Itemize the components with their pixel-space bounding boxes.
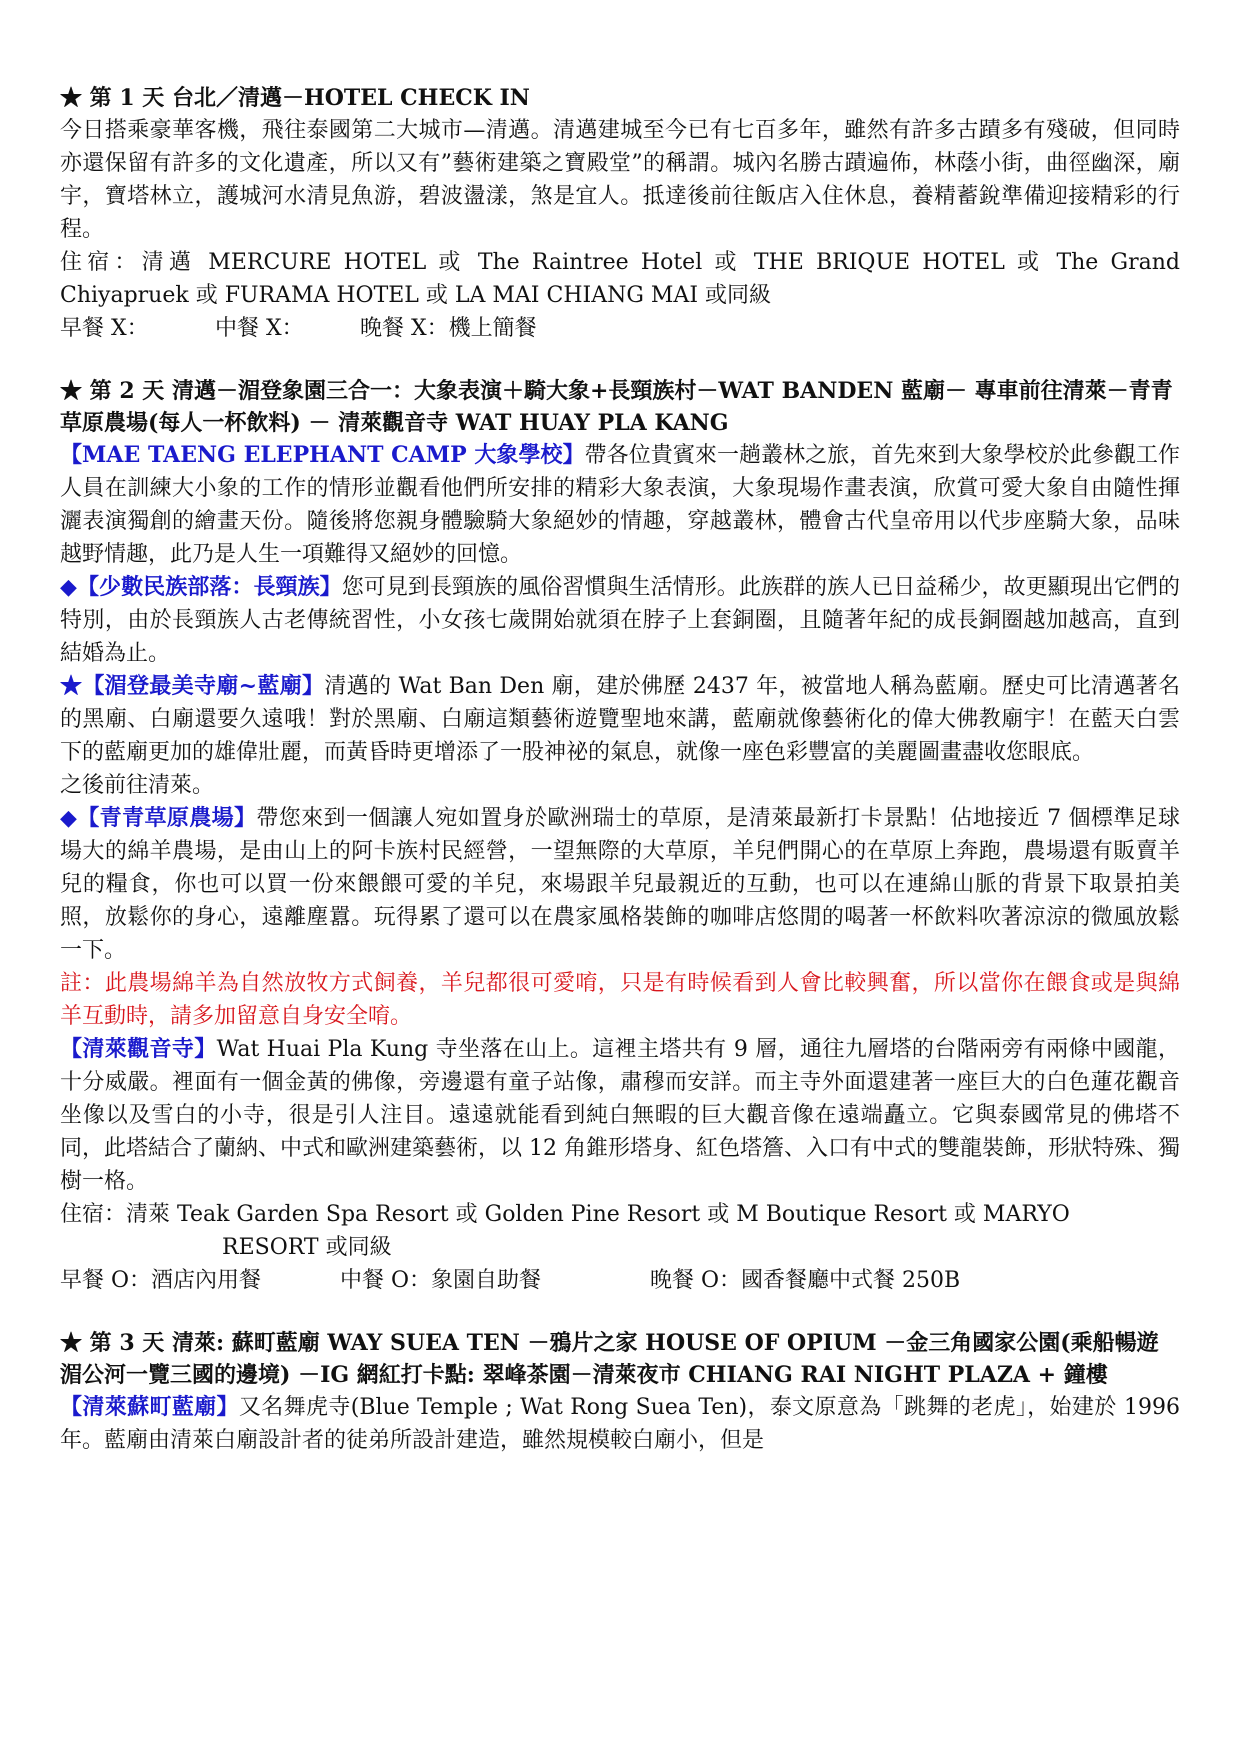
guanyin-text: Wat Huai Pla Kung 寺坐落在山上。這裡主塔共有 9 層，通往九層塔的台階兩旁有兩條中國龍，十分威嚴。裡面有一個金黃的佛像，旁邊還有童子站像，肅穆而安詳。而主寺外面還建著一座巨大的白色蓮花觀音坐像以及雪白的小寺，很是引人注目。遠遠就能看到純白無暇的巨大觀音像在遠端矗立。它與泰國常見的佛塔不同，此塔結合了蘭納、中式和歐洲建築藝術，以 12 角錐形塔身、紅色塔簷、入口有中式的雙龍裝飾，形狀特殊、獨樹一格。 bbox=[60, 1037, 1180, 1194]
day1-intro: 今日搭乘豪華客機，飛往泰國第二大城市—清邁。清邁建城至今已有七百多年，雖然有許多古蹟多有殘破，但同時亦還保留有許多的文化遺產，所以又有”藝術建築之寶殿堂”的稱謂。城內名勝古蹟遍佈，林蔭小街，曲徑幽深，廟宇，寶塔林立，護城河水清見魚游，碧波盪漾，煞是宜人。抵達後前往飯店入住休息，養精蓄銳準備迎接精彩的行程。 bbox=[60, 118, 1180, 242]
day2-lunch: 中餐 O：象園自助餐 bbox=[340, 1268, 542, 1293]
day3-temple-text: 又名舞虎寺(Blue Temple ; Wat Rong Suea Ten)，泰文原意為「跳舞的老虎」，始建於 1996 年。藍廟由清萊白廟設計者的徒弟所設計建造，雖然規模較白廟小，但是 bbox=[60, 1395, 1180, 1453]
day1-meals bbox=[60, 312, 1180, 345]
blue-temple-label: ★【湄登最美寺廟~藍廟】 bbox=[60, 673, 325, 699]
day3-temple-label: 【清萊蘇町藍廟】 bbox=[60, 1394, 239, 1420]
day1-dinner: 晚餐 X：機上簡餐 bbox=[360, 316, 537, 341]
elephant-camp-paragraph bbox=[60, 439, 1180, 571]
day2-title: ★ 第 2 天 清邁－湄登象園三合一：大象表演＋騎大象+長頸族村－WAT BANDEN 藍廟－ 專車前往清萊－青青草原農場(每人一杯飲料) － 清萊觀音寺 WAT HUAY PLA KANG bbox=[60, 378, 1173, 436]
tribe-label: ◆【少數民族部落：長頸族】 bbox=[60, 574, 342, 600]
day1-lunch: 中餐 X： bbox=[215, 316, 304, 341]
day3-title: ★ 第 3 天 清萊: 蘇町藍廟 WAY SUEA TEN －鴉片之家 HOUSE OF OPIUM －金三角國家公園(乘船暢遊湄公河一覽三國的邊境) －IG 網紅打卡點: 翠峰茶園－清萊夜市 CHIANG RAI NIGHT PLAZA + 鐘樓 bbox=[60, 1330, 1159, 1388]
elephant-camp-label: 【MAE TAENG ELEPHANT CAMP 大象學校】 bbox=[60, 442, 585, 468]
blue-temple-text: 清邁的 Wat Ban Den 廟，建於佛歷 2437 年，被當地人稱為藍廟。歷史可比清邁著名的黑廟、白廟還要久遠哦！對於黑廟、白廟這類藝術遊覽聖地來講，藍廟就像藝術化的偉大佛教廟宇！在藍天白雲下的藍廟更加的雄偉壯麗，而黃昏時更增添了一股神祕的氣息，就像一座色彩豐富的美麗圖畫盡收您眼底。 bbox=[60, 674, 1181, 765]
day2-hotel-cont: RESORT 或同級 bbox=[222, 1235, 392, 1260]
tribe-paragraph bbox=[60, 571, 1180, 670]
day2-breakfast: 早餐 O：酒店內用餐 bbox=[60, 1268, 262, 1293]
day2-hotel: 住宿：清萊 Teak Garden Spa Resort 或 Golden Pine Resort 或 M Boutique Resort 或 MARYO bbox=[60, 1202, 1070, 1227]
day2-meals bbox=[60, 1264, 1180, 1297]
elephant-camp-text: 帶各位貴賓來一趟叢林之旅，首先來到大象學校於此參觀工作人員在訓練大小象的工作的情形並觀看他們所安排的精彩大象表演，大象現場作畫表演，欣賞可愛大象自由隨性揮灑表演獨創的繪畫天份。隨後將您親身體驗騎大象絕妙的情趣，穿越叢林，體會古代皇帝用以代步座騎大象，品味越野情趣，此乃是人生一項難得又絕妙的回憶。 bbox=[60, 443, 1180, 567]
guanyin-label: 【清萊觀音寺】 bbox=[60, 1036, 217, 1062]
day1-breakfast: 早餐 X： bbox=[60, 316, 149, 341]
farm-paragraph bbox=[60, 802, 1180, 967]
itinerary-document bbox=[60, 82, 1180, 1457]
day3-temple-paragraph bbox=[60, 1391, 1180, 1457]
farm-safety-note: 註：此農場綿羊為自然放牧方式飼養，羊兒都很可愛唷，只是有時候看到人會比較興奮，所以當你在餵食或是與綿羊互動時，請多加留意自身安全唷。 bbox=[60, 971, 1180, 1029]
blue-temple-paragraph bbox=[60, 670, 1180, 769]
farm-label: ◆【青青草原農場】 bbox=[60, 805, 257, 831]
then-chiangrai: 之後前往清萊。 bbox=[60, 773, 215, 798]
day2-dinner: 晚餐 O：國香餐廳中式餐 250B bbox=[650, 1268, 961, 1293]
farm-text: 帶您來到一個讓人宛如置身於歐洲瑞士的草原，是清萊最新打卡景點！佔地接近 7 個標準足球場大的綿羊農場，是由山上的阿卡族村民經營，一望無際的大草原，羊兒們開心的在草原上奔跑，農場還有販賣羊兒的糧食，你也可以買一份來餵餵可愛的羊兒，來場跟羊兒最親近的互動，也可以在連綿山脈的背景下取景拍美照，放鬆你的身心，遠離塵囂。玩得累了還可以在農家風格裝飾的咖啡店悠閒的喝著一杯飲料吹著涼涼的微風放鬆一下。 bbox=[60, 806, 1180, 963]
day1-title: ★ 第 1 天 台北／清邁－HOTEL CHECK IN bbox=[60, 85, 530, 111]
tribe-text: 您可見到長頸族的風俗習慣與生活情形。此族群的族人已日益稀少，故更顯現出它們的特別，由於長頸族人古老傳統習性，小女孩七歲開始就須在脖子上套銅圈，且隨著年紀的成長銅圈越加越高，直到結婚為止。 bbox=[60, 575, 1180, 666]
day1-hotel: 住宿：清邁 MERCURE HOTEL 或 The Raintree Hotel 或 THE BRIQUE HOTEL 或 The Grand Chiyapruek 或 FURAMA HOTEL 或 LA MAI CHIANG MAI 或同級 bbox=[60, 250, 1180, 308]
guanyin-paragraph bbox=[60, 1033, 1180, 1198]
